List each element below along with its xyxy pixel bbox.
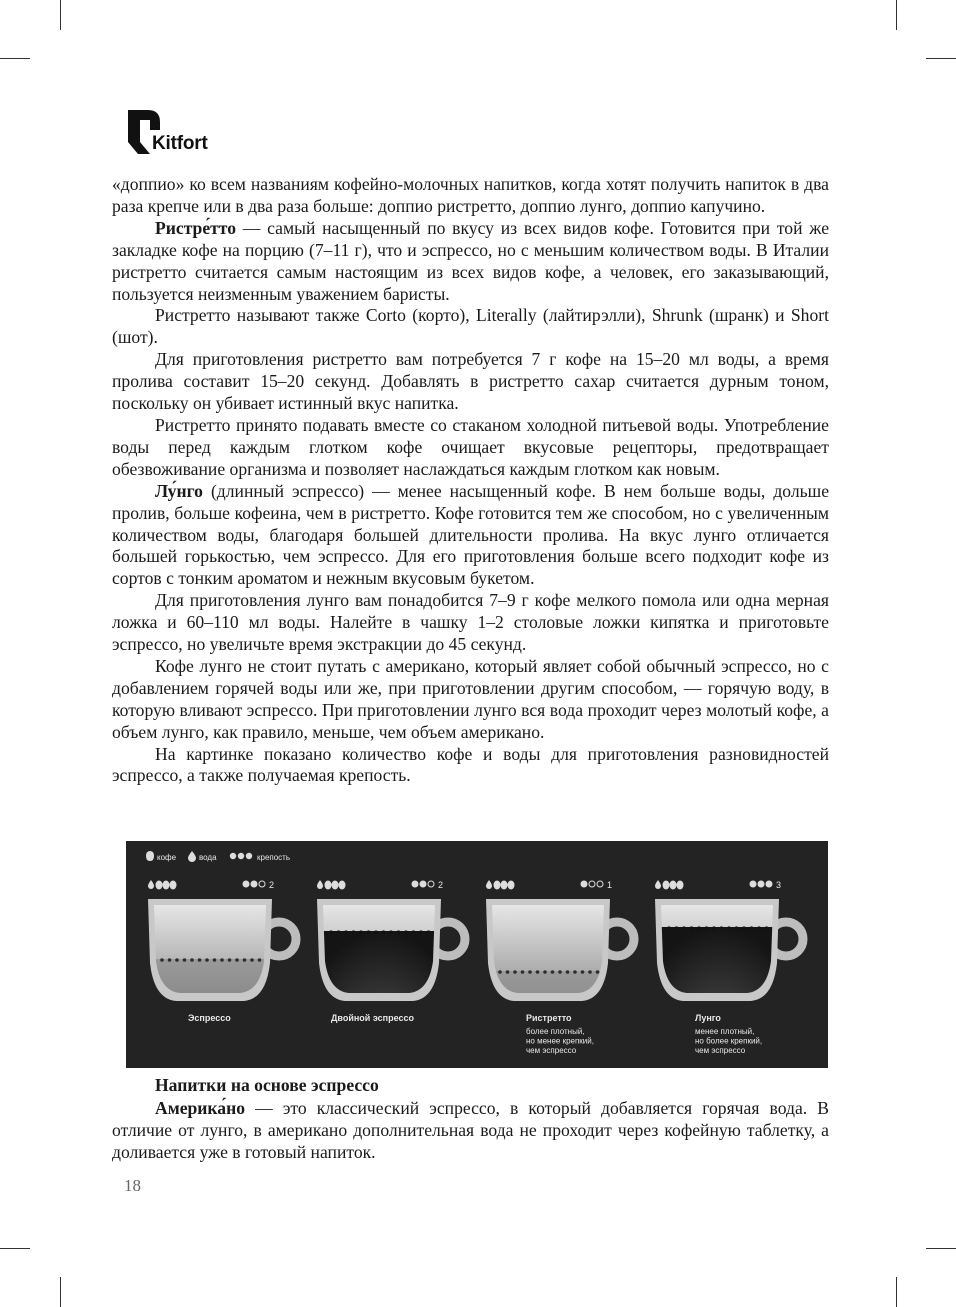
strength-label: 2	[269, 880, 275, 890]
crema-bubble	[427, 930, 431, 934]
water-drop-icon	[188, 851, 196, 862]
figure-svg	[126, 841, 828, 1068]
crema-bubble	[329, 930, 333, 934]
crema-bubble	[712, 926, 716, 930]
crema-bubble	[765, 926, 769, 930]
brand-name: Kitfort	[152, 133, 208, 154]
crema-bubble	[735, 926, 739, 930]
paragraph	[112, 1098, 829, 1164]
coffee-bean-icon	[146, 851, 154, 861]
crema-bubble	[183, 958, 187, 962]
paragraph: На картинке показано количество кофе и воды для приготовления разновидностей эспрессо, а также получаемая крепость.	[112, 743, 829, 786]
strength-label: 2	[438, 880, 444, 890]
crema-bubble	[682, 926, 686, 930]
cup-group	[655, 880, 803, 1068]
crema-bubble	[675, 926, 679, 930]
crema-bubble	[690, 926, 694, 930]
crema-bubble	[720, 926, 724, 930]
cup-name: Эспрессо	[188, 1013, 231, 1023]
crop-mark	[60, 0, 61, 30]
crema-bubble	[573, 970, 577, 974]
cup-name: Двойной эспрессо	[331, 1013, 415, 1023]
crema-bubble	[742, 926, 746, 930]
crema-bubble	[205, 958, 209, 962]
paragraph: Для приготовления ристретто вам потребуется 7 г кофе на 15–20 мл воды, а время пролива составит 15–20 секунд. Добавлять в ристретто сахар считается дурным тоном, поскольку он убивает истинный вкус напитка.	[112, 349, 829, 414]
crema-bubble	[412, 930, 416, 934]
crema-bubble	[228, 958, 232, 962]
crop-mark	[0, 58, 30, 59]
water-drop-icon	[148, 880, 154, 889]
crema-bubble	[235, 958, 239, 962]
strength-dot-icon	[238, 853, 244, 859]
crema-bubble	[588, 970, 592, 974]
strength-dot	[259, 881, 265, 887]
crema-bubble	[344, 930, 348, 934]
coffee-bean-icon	[677, 881, 683, 889]
strength-dot	[589, 881, 595, 887]
crema-bubble	[160, 958, 164, 962]
cup-note: но более крепкий,	[695, 1036, 763, 1046]
strength-dot	[597, 881, 603, 887]
coffee-bean-icon	[170, 881, 176, 889]
crema-bubble	[367, 930, 371, 934]
paragraph: Ристретто называют также Corto (корто), Literally (лайтирэлли), Shrunk (шранк) и Short (шот).	[112, 305, 829, 348]
crema-bubble	[727, 926, 731, 930]
coffee-bean-icon	[670, 881, 676, 889]
coffee-bean-icon	[494, 881, 500, 889]
paragraph	[112, 481, 829, 591]
crema-bubble	[757, 926, 761, 930]
crema-bubble	[198, 958, 202, 962]
crema-bubble	[506, 970, 510, 974]
strength-dot	[758, 881, 764, 887]
crema-bubble	[419, 930, 423, 934]
paragraph: Кофе лунго не стоит путать с американо, который являет собой обычный эспрессо, но с добавлением горячей воды или же, при приготовлении другим способом, — горячую воду, в которую вливают эспрессо. При приготовлении лунго вся вода проходит через молотый кофе, а объем лунго, как правило, меньше, чем объем американо.	[112, 655, 829, 742]
crema-bubble	[168, 958, 172, 962]
coffee-bean-icon	[339, 881, 345, 889]
paragraph-text: — это классический эспрессо, в который добавляется горячая вода. В отличие от лунго, в американо дополнительная вода не проходит через кофейную таблетку, а доливается уже в готовый напиток.	[112, 1098, 829, 1162]
strength-label: 1	[607, 880, 613, 890]
crema-bubble	[220, 958, 224, 962]
crema-bubble	[558, 970, 562, 974]
coffee-bean-icon	[501, 881, 507, 889]
crema-bubble	[389, 930, 393, 934]
crop-mark	[926, 1248, 956, 1249]
page-number: 18	[124, 1176, 141, 1195]
coffee-bean-icon	[663, 881, 669, 889]
cup-note: чем эспрессо	[526, 1046, 577, 1055]
crema-bubble	[528, 970, 532, 974]
section-heading: Напитки на основе эспрессо	[155, 1075, 379, 1095]
term: Ристре́тто	[155, 217, 236, 238]
crema-bubble	[551, 970, 555, 974]
paragraph: Для приготовления лунго вам понадобится 7–9 г кофе мелкого помола или одна мерная ложка и 60–110 мл воды. Налейте в чашку 1–2 столовые ложки кипятка и приготовьте эспрессо, но увеличьте время экстракции до 45 секунд.	[112, 590, 829, 655]
cup-group	[317, 880, 465, 1068]
legend-coffee: кофе	[157, 853, 177, 862]
strength-dot	[750, 881, 756, 887]
cup-note: но менее крепкий,	[526, 1036, 594, 1046]
crop-mark	[0, 1248, 30, 1249]
crema-bubble	[397, 930, 401, 934]
crema-bubble	[382, 930, 386, 934]
crema-bubble	[243, 958, 247, 962]
cup-name: Лунго	[695, 1013, 721, 1023]
crema-bubble	[213, 958, 217, 962]
crop-mark	[896, 1277, 897, 1307]
cup-note: менее плотный,	[695, 1027, 755, 1036]
coffee-bean-icon	[163, 881, 169, 889]
strength-dot	[251, 881, 257, 887]
crema-bubble	[190, 958, 194, 962]
cup-note: более плотный,	[526, 1027, 585, 1036]
crema-bubble	[337, 930, 341, 934]
crema-bubble	[404, 930, 408, 934]
crema-bubble	[359, 930, 363, 934]
coffee-bean-icon	[332, 881, 338, 889]
body-text	[112, 174, 829, 787]
crop-mark	[926, 58, 956, 59]
strength-dot	[581, 881, 587, 887]
crema-bubble	[536, 970, 540, 974]
strength-dot	[243, 881, 249, 887]
crema-bubble	[581, 970, 585, 974]
water-drop-icon	[655, 880, 661, 889]
strength-dot	[766, 881, 772, 887]
cup-name: Ристретто	[526, 1013, 572, 1023]
crema-bubble	[521, 970, 525, 974]
cup-group	[148, 880, 296, 1068]
crema-bubble	[667, 926, 671, 930]
crema-bubble	[175, 958, 179, 962]
crema-bubble	[352, 930, 356, 934]
crema-bubble	[697, 926, 701, 930]
strength-dot-icon	[246, 853, 252, 859]
legend-water: вода	[199, 853, 217, 862]
americano-text	[112, 1098, 829, 1164]
coffee-bean-icon	[508, 881, 514, 889]
water-drop-icon	[317, 880, 323, 889]
paragraph-text: (длинный эспрессо) — менее насыщенный кофе. В нем больше воды, дольше пролив, больше кофеина, чем в ристретто. Кофе готовится тем же способом, но с увеличенным количеством воды, благодаря большей длительности пролива. На вкус лунго отличается большей горькостью, чем эспрессо. Для его приготовления больше всего подходит кофе из сортов с тонким ароматом и нежным вкусовым букетом.	[112, 480, 829, 589]
crop-mark	[896, 0, 897, 30]
cup-note: чем эспрессо	[695, 1046, 746, 1055]
crema-bubble	[543, 970, 547, 974]
water-drop-icon	[486, 880, 492, 889]
strength-dot	[420, 881, 426, 887]
coffee-bean-icon	[325, 881, 331, 889]
strength-dot-icon	[230, 853, 236, 859]
strength-dot	[428, 881, 434, 887]
crema-bubble	[513, 970, 517, 974]
crema-bubble	[374, 930, 378, 934]
paragraph: Ристретто принято подавать вместе со стаканом холодной питьевой воды. Употребление воды перед каждым глотком кофе очищает вкусовые рецепторы, предотвращает обезвоживание организма и позволяет наслаждаться каждым глотком как новым.	[112, 414, 829, 479]
coffee-bean-icon	[156, 881, 162, 889]
crema-bubble	[250, 958, 254, 962]
paragraph: «доппио» ко всем названиям кофейно-молочных напитков, когда хотят получить напиток в два раза крепче или в два раза больше: доппио ристретто, доппио лунго, доппио капучино.	[112, 174, 829, 216]
crema-bubble	[705, 926, 709, 930]
crema-bubble	[596, 970, 600, 974]
legend-strength: крепость	[257, 853, 291, 862]
espresso-comparison-figure	[126, 841, 828, 1068]
crema-bubble	[258, 958, 262, 962]
strength-label: 3	[776, 880, 782, 890]
term: Америка́но	[155, 1098, 246, 1118]
crema-bubble	[566, 970, 570, 974]
crop-mark	[60, 1277, 61, 1307]
crema-bubble	[750, 926, 754, 930]
term: Лу́нго	[155, 480, 203, 501]
paragraph-text: — самый насыщенный по вкусу из всех видов кофе. Готовится при той же закладке кофе на порцию (7–11 г), что и эспрессо, но с меньшим количеством воды. В Италии ристретто считается самым настоящим из всех видов кофе, а человек, его заказывающий, пользуется неизменным уважением баристы.	[112, 217, 829, 304]
strength-dot	[412, 881, 418, 887]
paragraph	[112, 218, 829, 306]
cup-group	[486, 880, 634, 1068]
crema-bubble	[498, 970, 502, 974]
legend	[146, 851, 290, 862]
